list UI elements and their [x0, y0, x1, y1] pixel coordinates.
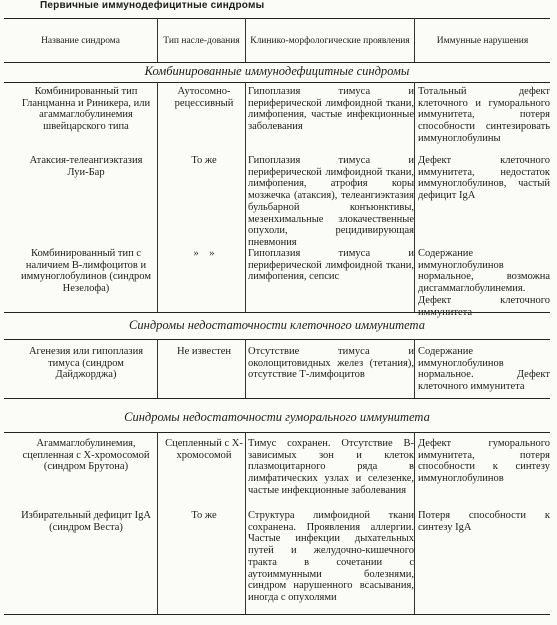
row-manifestations: Структура лимфоидной ткани сохранена. Проявления аллергии. Частые инфекции дыхательных путей и желудочно-кишечного тракта в сочетании с аутоиммунными болезнями, синдром нарушенного всасывания, иногда с опухолями [248, 510, 414, 603]
header-inheritance: Тип насле-дования [163, 35, 240, 46]
row-name: Комбинированный тип с наличием В-лимфоцитов и иммуноглобулинов (синдром Незелофа) [20, 248, 151, 295]
row-name: Агенезия или гипоплазия тимуса (синдром Дайджорджа) [28, 346, 144, 381]
header-name: Название синдрома [41, 35, 120, 46]
row-name: Избирательный дефицит IgA (синдром Веста) [21, 510, 151, 533]
row-disorders: Содержание иммуноглобулинов нормальное, возможна дисгаммаглобулинемия. Дефект клеточного иммунитета [418, 248, 550, 318]
section-title-cellular: Синдромы недостаточности клеточного иммунитета [129, 318, 425, 332]
row-manifestations: Гипоплазия тимуса и периферической лимфоидной ткани, лимфопения, сепсис [248, 248, 414, 283]
row-inheritance: » » [193, 248, 215, 259]
row-manifestations: Тимус сохранен. Отсутствие В-зависимых зон и клеток плазмоцитарного ряда в лимфатических узлах и селезенке, частые инфекционные заболевания [248, 438, 414, 496]
header-disorders: Иммунные нарушения [436, 35, 529, 46]
row-inheritance: Аутосомно-рецессивный [174, 86, 234, 109]
row-name: Комбинированный тип Гланцманна и Риникера, или агаммаглобулинемия швейцарского типа [21, 86, 151, 133]
section-rule [4, 82, 550, 83]
header-manifestations: Клинико-морфологические проявления [250, 35, 410, 46]
section-title-combined: Комбинированные иммунодефицитные синдромы [144, 64, 410, 78]
row-disorders: Содержание иммуноглобулинов нормальное. Дефект клеточного иммунитета [418, 346, 550, 393]
column-divider [414, 432, 415, 614]
column-divider [157, 82, 158, 312]
table-bottom-rule [4, 614, 550, 615]
row-manifestations: Гипоплазия тимуса и периферической лимфоидной ткани, лимфопения, частые инфекционные заболевания [248, 86, 414, 133]
row-disorders: Дефект клеточного иммунитета, недостаток иммуноглобулинов, частый дефицит IgA [418, 155, 550, 202]
column-divider [414, 82, 415, 312]
row-inheritance: То же [191, 510, 217, 521]
table-top-rule [4, 18, 550, 19]
row-disorders: Дефект гуморального иммунитета, потеря способности к синтезу иммуноглобулинов [418, 438, 550, 485]
row-disorders: Потеря способности к синтезу IgA [418, 510, 550, 533]
row-inheritance: То же [191, 155, 217, 166]
column-divider [414, 339, 415, 398]
section-rule [4, 312, 550, 313]
column-divider [245, 82, 246, 312]
section-rule [4, 339, 550, 340]
row-inheritance: Не известен [177, 346, 231, 357]
column-divider [157, 339, 158, 398]
section-rule [4, 432, 550, 433]
row-disorders: Тотальный дефект клеточного и гуморального иммунитета, потеря способности синтезировать иммуноглобулины [418, 86, 550, 144]
row-name: Атаксия-телеангиэктазия Луи-Бар [29, 155, 143, 178]
row-inheritance: Сцепленный с Х-хромосомой [165, 438, 243, 461]
section-rule [4, 398, 550, 399]
column-divider [245, 432, 246, 614]
row-name: Агаммаглобулинемия, сцепленная с Х-хромосомой (синдром Брутона) [22, 438, 150, 473]
table-caption: Первичные иммунодефицитные синдромы [40, 0, 265, 11]
header-bottom-rule [4, 62, 550, 63]
column-divider [157, 432, 158, 614]
column-divider [245, 339, 246, 398]
row-manifestations: Отсутствие тимуса и околощитовидных желез (тетания), отсутствие Т-лимфоцитов [248, 346, 414, 381]
section-title-humoral: Синдромы недостаточности гуморального иммунитета [124, 410, 430, 424]
row-manifestations: Гипоплазия тимуса и периферической лимфоидной ткани, лимфопения, атрофия коры мозжечка (атаксия), телеангиэктазия бульбарной конъюнктивы, мезенхимальные злокачественные опухоли, рецидивирующая пневмония [248, 155, 414, 248]
